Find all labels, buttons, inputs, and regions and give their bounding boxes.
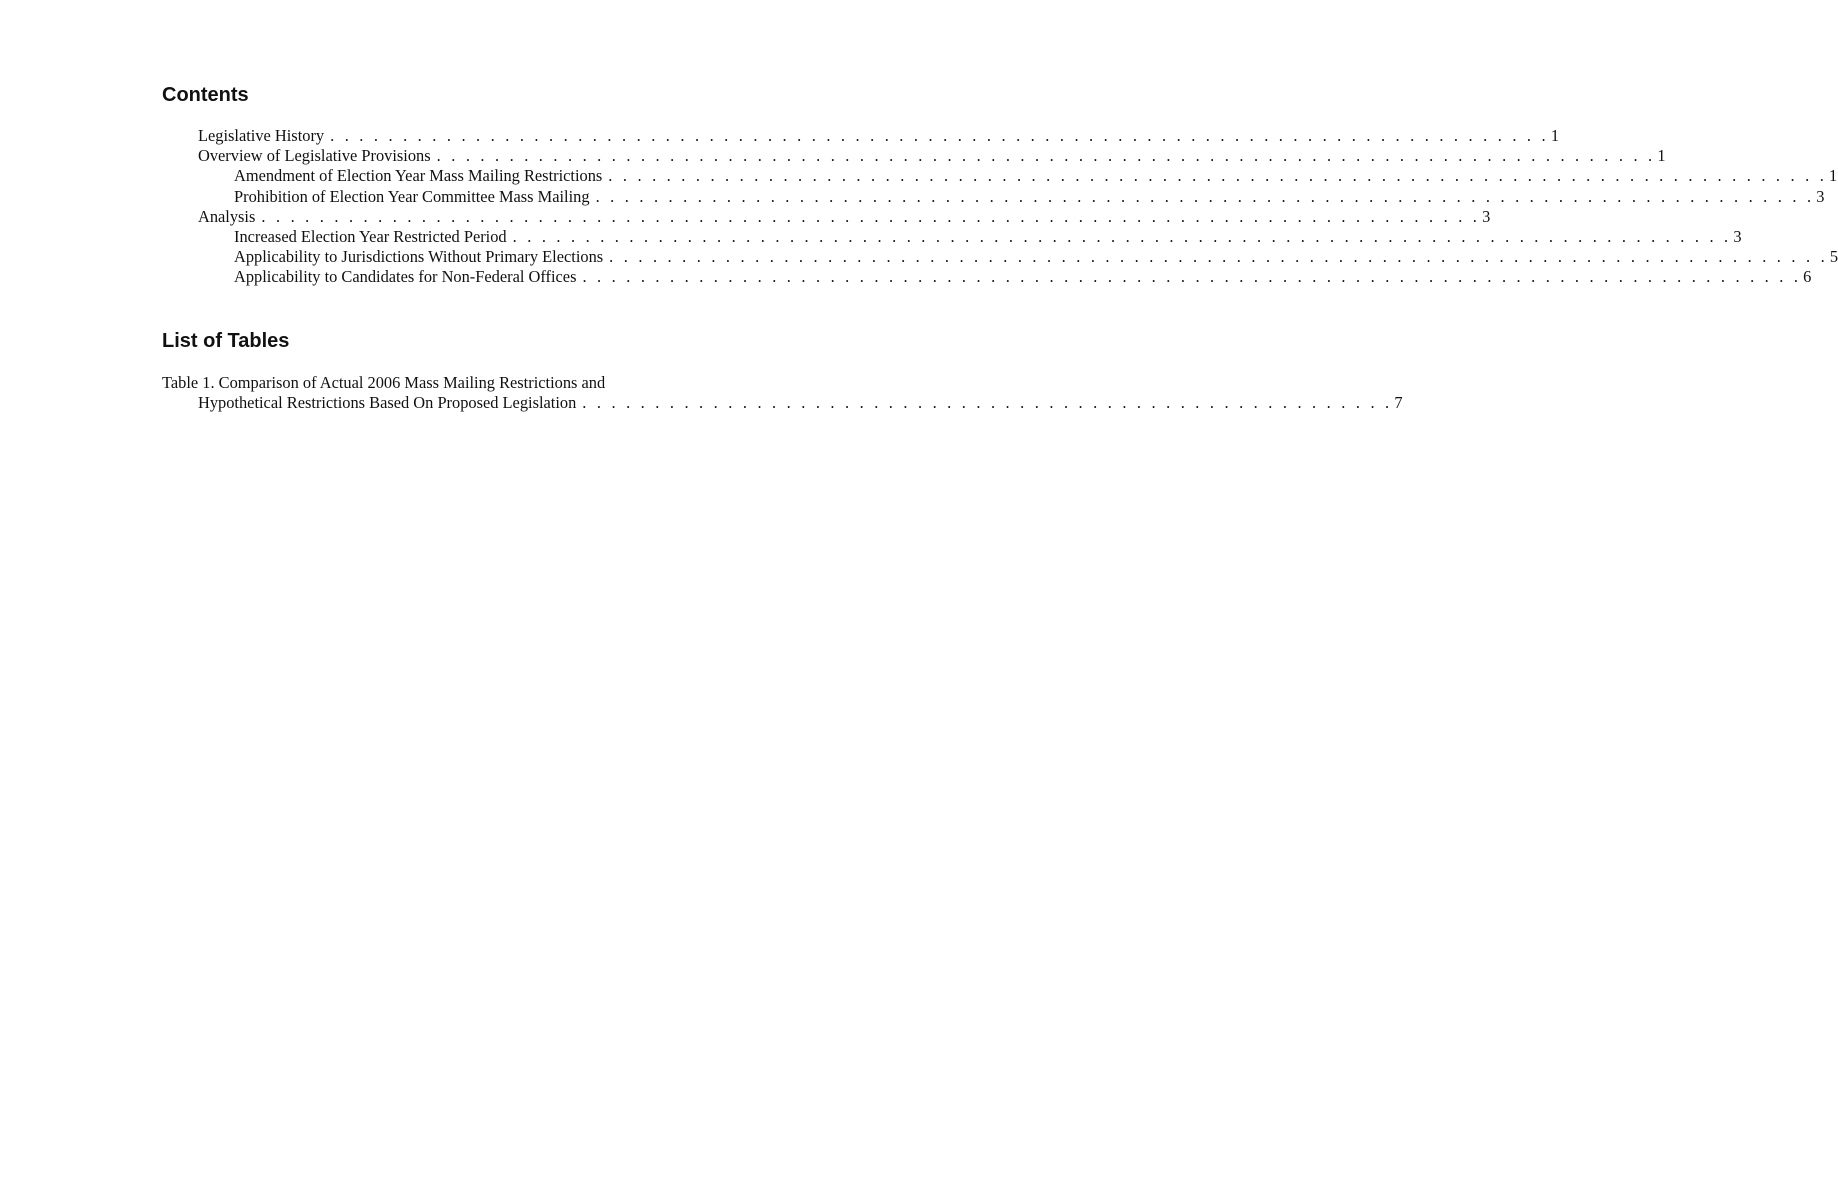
dot-leader <box>431 146 1656 166</box>
toc-entry-title: Applicability to Candidates for Non-Federal Offices <box>234 267 577 287</box>
toc-page-number: 3 <box>1733 226 1742 246</box>
list-of-tables-heading: List of Tables <box>162 330 290 352</box>
toc-page-number: 1 <box>1657 146 1666 166</box>
table-page-number: 7 <box>1394 393 1403 413</box>
dot-leader <box>255 207 1480 227</box>
toc-entry-analysis[interactable] <box>162 206 1491 227</box>
dot-leader <box>590 187 1815 207</box>
toc-entry-legislative-history[interactable] <box>162 126 1560 146</box>
toc-entry-title: Legislative History <box>198 126 325 145</box>
toc-entry-title: Analysis <box>198 206 256 226</box>
table-entry-caption-line1: Table 1. Comparison of Actual 2006 Mass Mailing Restrictions and <box>162 373 606 392</box>
toc-entry-title: Prohibition of Election Year Committee Mass Mailing <box>234 186 590 206</box>
toc-entry-amendment[interactable] <box>162 166 1838 186</box>
dot-leader <box>602 166 1827 186</box>
toc-entry-title: Applicability to Jurisdictions Without Primary Elections <box>234 247 604 267</box>
dot-leader: . . . . . . . . . . . . . . . . . . . . . . . . . . . . . . . . . . . . . . . . . . . . . . . . . . . . . . . . <box>582 393 1393 413</box>
toc-page-number: 1 <box>1829 166 1838 186</box>
toc-entry-prohibition[interactable] <box>162 186 1825 207</box>
toc-page-number: 3 <box>1816 186 1825 206</box>
toc-entry-title: Amendment of Election Year Mass Mailing Restrictions <box>234 166 603 186</box>
toc-page-number: 3 <box>1482 206 1491 226</box>
dot-leader <box>507 227 1732 247</box>
table-entry-1[interactable] <box>162 373 1403 413</box>
toc-page-number: 6 <box>1803 267 1812 287</box>
toc-page-number: 1 <box>1550 126 1560 145</box>
toc-page-number: 5 <box>1829 247 1838 267</box>
toc-entry-non-federal[interactable] <box>162 267 1812 287</box>
toc-entry-jurisdictions[interactable] <box>162 247 1838 267</box>
toc-entry-increased-period[interactable] <box>162 226 1742 247</box>
toc-entry-overview[interactable] <box>162 146 1666 166</box>
toc-entry-title: Overview of Legislative Provisions <box>198 146 431 166</box>
toc-entry-title: Increased Election Year Restricted Period <box>234 226 507 246</box>
dot-leader <box>576 267 1801 287</box>
dot-leader <box>603 247 1828 267</box>
contents-list <box>162 126 1838 288</box>
dot-leader <box>324 126 1549 146</box>
table-entry-caption-line2: Hypothetical Restrictions Based On Proposed Legislation <box>198 393 577 413</box>
table-entry-caption-line2-row <box>162 393 1403 413</box>
contents-heading: Contents <box>162 84 249 106</box>
